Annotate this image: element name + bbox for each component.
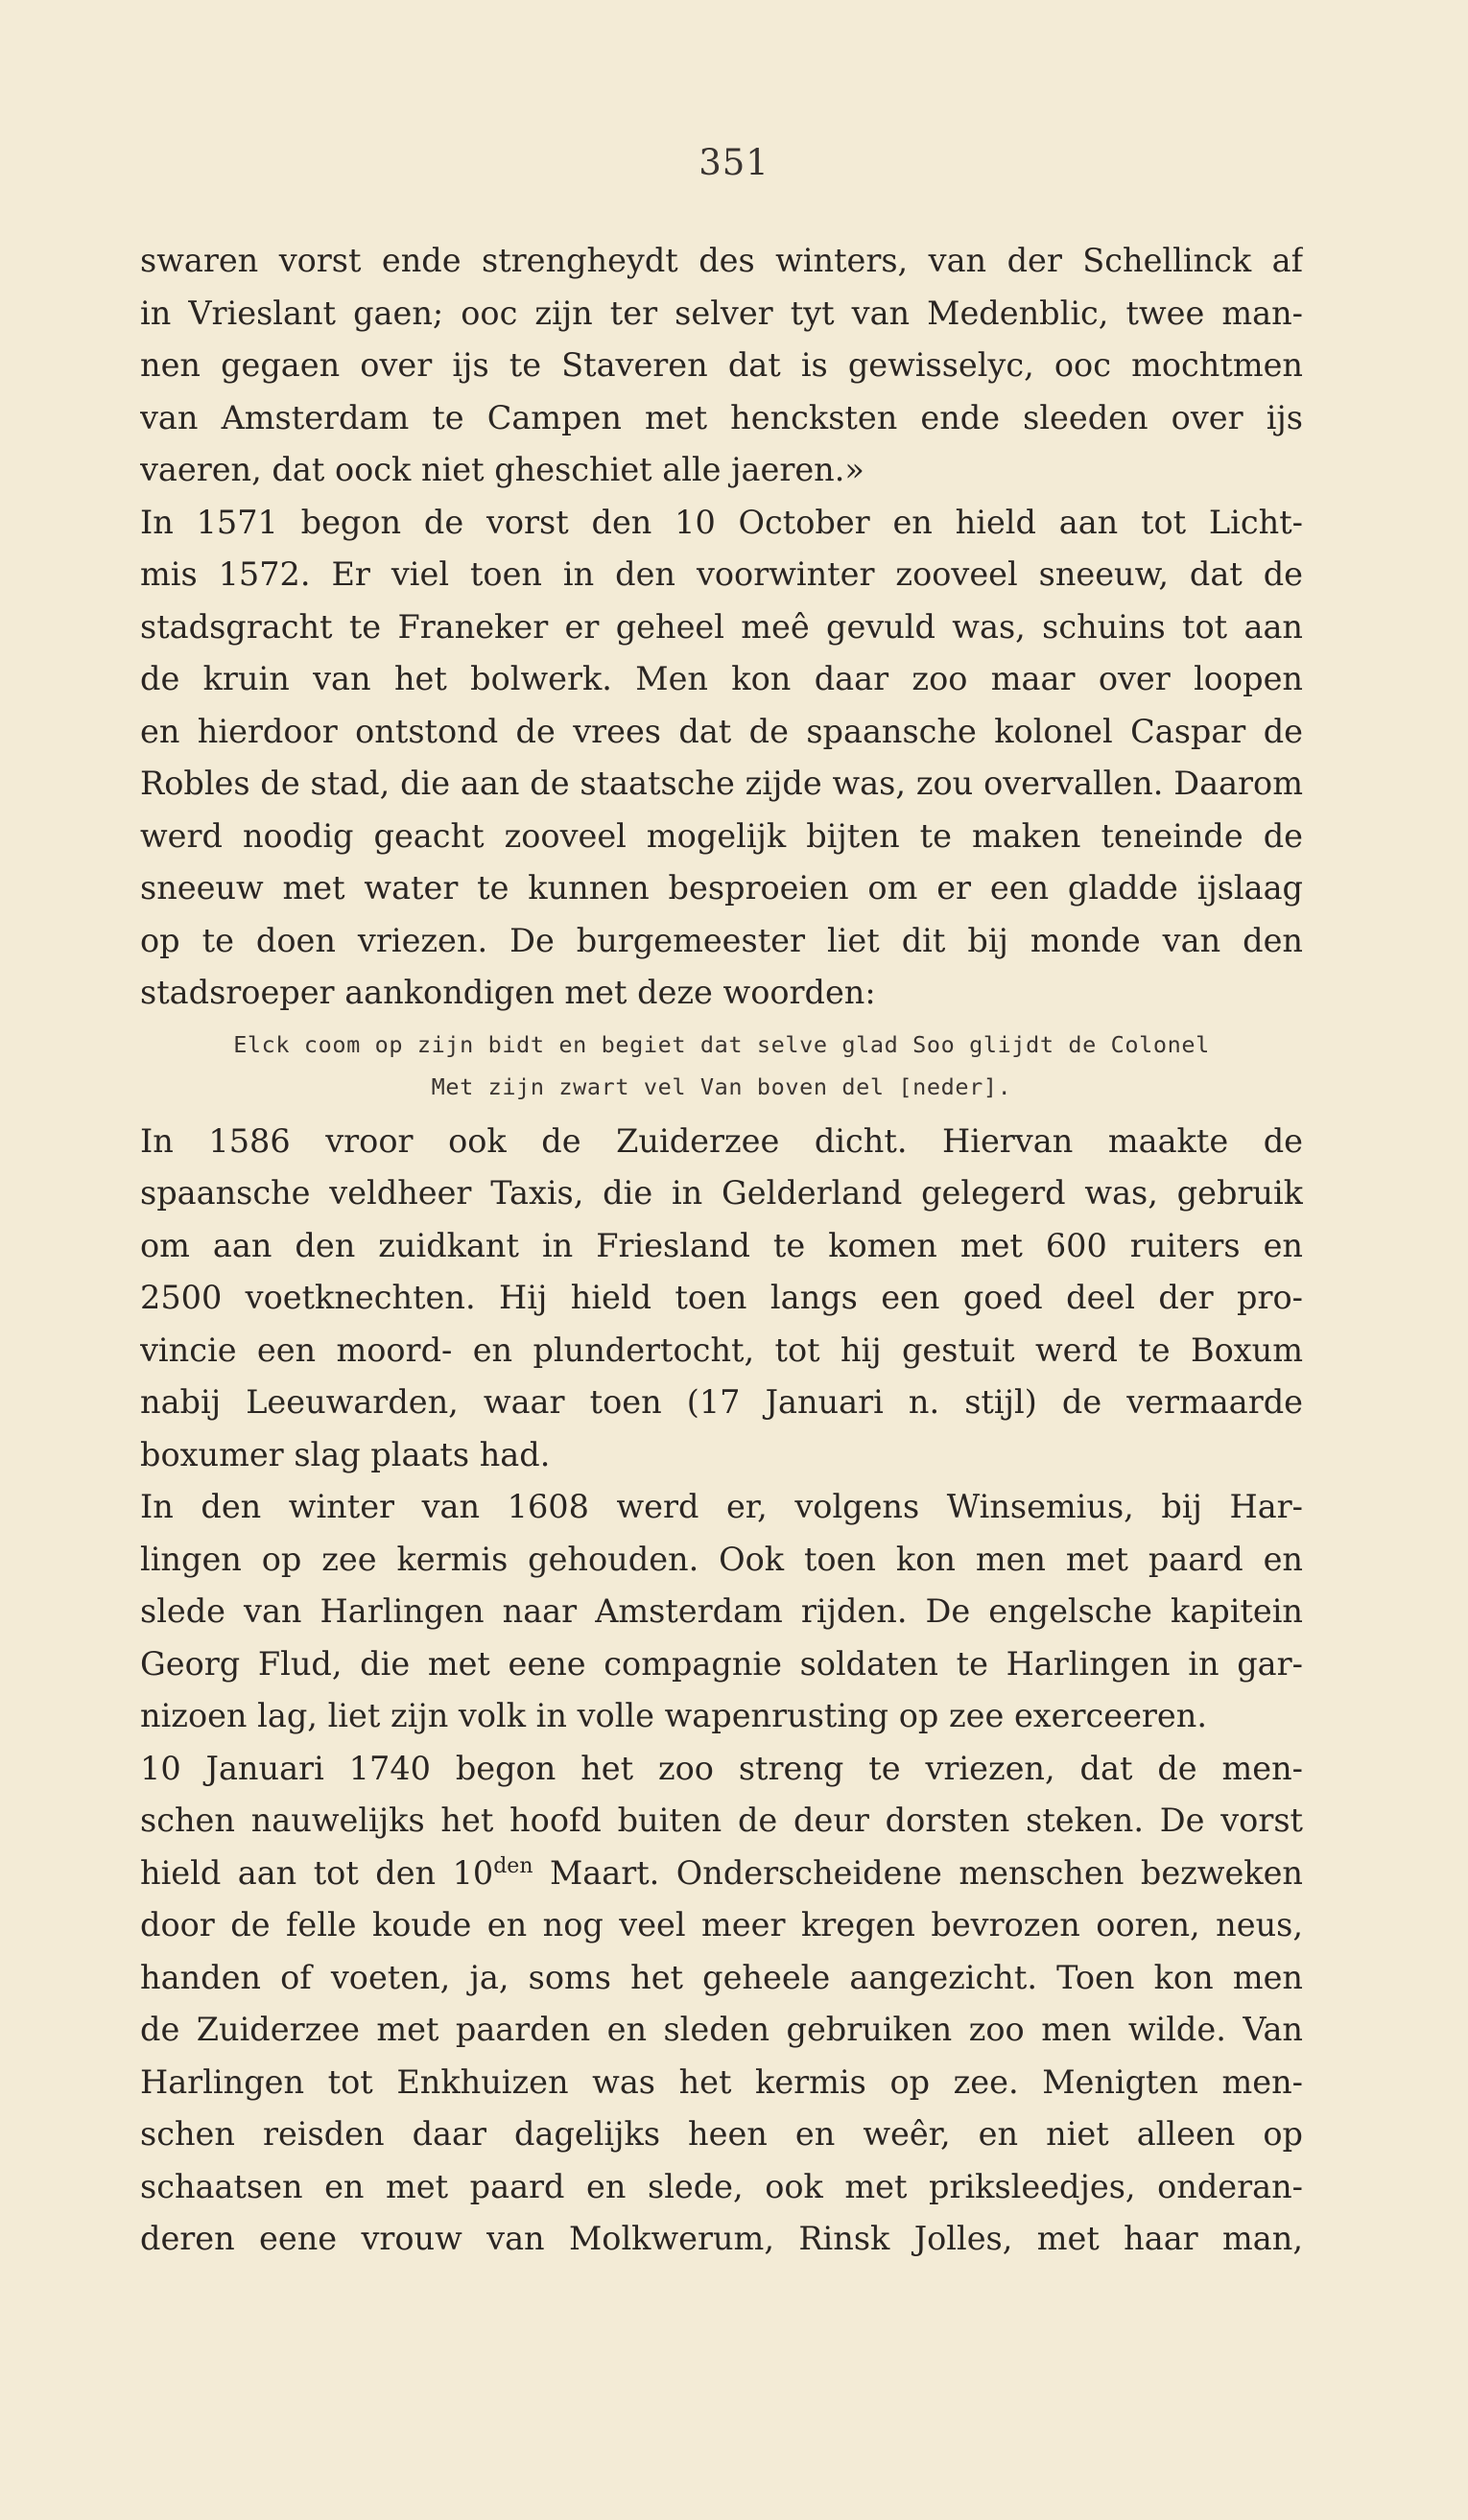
text-line: vincie een moord- en plundertocht, tot hij gestuit werd te Boxum [140, 1331, 1303, 1369]
text-line: sneeuw met water te kunnen besproeien om er een gladde ijslaag [140, 869, 1303, 907]
text-line-with-superscript [140, 1848, 1303, 1900]
text-line: om aan den zuidkant in Friesland te komen met 600 ruiters en [140, 1226, 1303, 1264]
text-line: deren eene vrouw van Molkwerum, Rinsk Jolles, met haar man, [140, 2220, 1303, 2257]
text-line: door de felle koude en nog veel meer kregen bevrozen ooren, neus, [140, 1906, 1303, 1943]
text-line: vaeren, dat oock niet gheschiet alle jaeren.» [140, 451, 864, 488]
text-line: lingen op zee kermis gehouden. Ook toen kon men met paard en [140, 1540, 1303, 1578]
text-line: schen reisden daar dagelijks heen en weêr, en niet alleen op [140, 2115, 1303, 2153]
text-line: van Amsterdam te Campen met hencksten ende sleeden over ijs [140, 398, 1303, 436]
text-line: op te doen vriezen. De burgemeester liet dit bij monde van den [140, 921, 1303, 959]
text-line: in Vrieslant gaen; ooc zijn ter selver tyt van Medenblic, twee man- [140, 294, 1303, 332]
body-text [140, 235, 1303, 2266]
text-fragment: hield aan tot den 10 [140, 1853, 494, 1892]
text-line: slede van Harlingen naar Amsterdam rijden. De engelsche kapitein [140, 1592, 1303, 1630]
page-number: 351 [698, 142, 770, 183]
text-line: werd noodig geacht zooveel mogelijk bijten te maken teneinde de [140, 816, 1303, 855]
text-line: swaren vorst ende strengheydt des winters, van der Schellinck af [140, 242, 1303, 279]
text-line: In den winter van 1608 werd er, volgens Winsemius, bij Har- [140, 1488, 1303, 1525]
text-line: In 1571 begon de vorst den 10 October en hield aan tot Licht- [140, 503, 1303, 541]
text-line: Robles de stad, die aan de staatsche zijde was, zou overvallen. Daarom [140, 765, 1303, 802]
verse-line: Met zijn zwart vel Van boven del [neder]. [431, 1072, 1012, 1100]
verse-line: Elck coom op zijn bidt en begiet dat selve glad Soo glijdt de Colonel [233, 1030, 1210, 1058]
text-line: schaatsen en met paard en slede, ook met priksleedjes, onderan- [140, 2167, 1303, 2205]
text-line: en hierdoor ontstond de vrees dat de spaansche kolonel Caspar de [140, 712, 1303, 750]
text-line: nabij Leeuwarden, waar toen (17 Januari n. stijl) de vermaarde [140, 1383, 1303, 1421]
text-line: de Zuiderzee met paarden en sleden gebruiken zoo men wilde. Van [140, 2011, 1303, 2048]
text-line: de kruin van het bolwerk. Men kon daar zoo maar over loopen [140, 660, 1303, 697]
text-line: nen gegaen over ijs te Staveren dat is gewisselyc, ooc mochtmen [140, 346, 1303, 384]
text-line: boxumer slag plaats had. [140, 1435, 551, 1473]
text-line: spaansche veldheer Taxis, die in Gelderland gelegerd was, gebruik [140, 1174, 1303, 1212]
text-line: Harlingen tot Enkhuizen was het kermis op zee. Menigten men- [140, 2062, 1303, 2101]
text-line: In 1586 vroor ook de Zuiderzee dicht. Hiervan maakte de [140, 1121, 1303, 1160]
text-line: Georg Flud, die met eene compagnie soldaten te Harlingen in gar- [140, 1644, 1303, 1683]
text-line: stadsgracht te Franeker er geheel meê gevuld was, schuins tot aan [140, 607, 1303, 646]
text-line: handen of voeten, ja, soms het geheele aangezicht. Toen kon men [140, 1958, 1303, 1996]
text-line: schen nauwelijks het hoofd buiten de deur dorsten steken. De vorst [140, 1802, 1303, 1839]
text-line: nizoen lag, liet zijn volk in volle wapenrusting op zee exerceeren. [140, 1697, 1207, 1734]
superscript: den [493, 1853, 533, 1878]
text-line: stadsroeper aankondigen met deze woorden: [140, 974, 876, 1011]
text-line: 10 Januari 1740 begon het zoo streng te vriezen, dat de men- [140, 1749, 1303, 1787]
text-line: 2500 voetknechten. Hij hield toen langs een goed deel der pro- [140, 1279, 1303, 1316]
text-line: mis 1572. Er viel toen in den voorwinter zooveel sneeuw, dat de [140, 555, 1303, 593]
text-fragment: Maart. Onderscheidene menschen bezweken [533, 1853, 1303, 1892]
